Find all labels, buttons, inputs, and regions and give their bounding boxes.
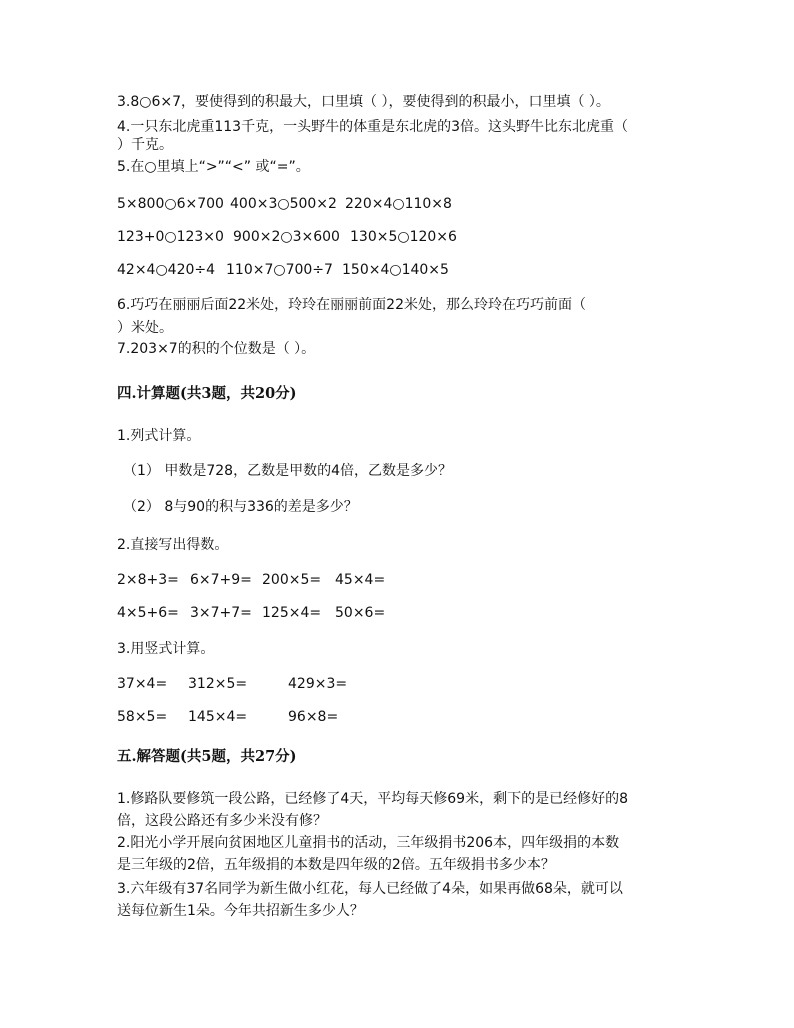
word-problem-3-line1: 3.六年级有37名同学为新生做小红花，每人已经做了4朵，如果再做68朵，就可以 — [117, 881, 623, 897]
oral-calc-item: 2×8+3= — [117, 572, 179, 588]
compare-item: 150×4○140×5 — [342, 262, 449, 278]
question-5-text: 5.在○里填上“>”“<” 或“=”。 — [117, 159, 310, 175]
compare-item: 220×4○110×8 — [345, 196, 452, 212]
oral-calc-item: 50×6= — [335, 605, 386, 621]
calc-question-2: 2.直接写出得数。 — [117, 537, 229, 553]
oral-calc-item: 6×7+9= — [190, 572, 252, 588]
calc-question-1-sub2: （2） 8与90的积与336的差是多少？ — [123, 499, 358, 515]
oral-calc-item: 200×5= — [262, 572, 322, 588]
word-problem-2-line1: 2.阳光小学开展向贫困地区儿童捐书的活动，三年级捐书206本，四年级捐的本数 — [117, 835, 620, 851]
compare-item: 900×2○3×600 — [233, 229, 340, 245]
vertical-calc-item: 37×4= — [117, 676, 168, 692]
oral-calc-item: 3×7+7= — [190, 605, 252, 621]
calc-question-3: 3.用竖式计算。 — [117, 641, 215, 657]
compare-item: 130×5○120×6 — [350, 229, 457, 245]
oral-calc-item: 125×4= — [262, 605, 322, 621]
word-problem-1-line1: 1.修路队要修筑一段公路，已经修了4天，平均每天修69米，剩下的是已经修好的8 — [117, 791, 628, 807]
question-4-text-line1: 4.一只东北虎重113千克，一头野牛的体重是东北虎的3倍。这头野牛比东北虎重（ — [117, 119, 628, 135]
oral-calc-item: 45×4= — [335, 572, 386, 588]
section-4-heading: 四.计算题(共3题，共20分) — [117, 385, 297, 402]
word-problem-2-line2: 是三年级的2倍，五年级捐的本数是四年级的2倍。五年级捐书多少本？ — [117, 857, 555, 873]
question-7-text: 7.203×7的积的个位数是（ ）。 — [117, 341, 316, 357]
question-6-text-line1: 6.巧巧在丽丽后面22米处，玲玲在丽丽前面22米处，那么玲玲在巧巧前面（ — [117, 297, 586, 313]
word-problem-1-line2: 倍，这段公路还有多少米没有修？ — [117, 813, 327, 829]
vertical-calc-item: 145×4= — [188, 709, 248, 725]
compare-item: 42×4○420÷4 — [117, 262, 216, 278]
question-6-text-line2: ）米处。 — [117, 320, 173, 336]
question-4-text-line2: ）千克。 — [117, 137, 173, 153]
word-problem-3-line2: 送每位新生1朵。今年共招新生多少人？ — [117, 903, 364, 919]
vertical-calc-item: 96×8= — [288, 709, 339, 725]
calc-question-1-sub1: （1） 甲数是728，乙数是甲数的4倍，乙数是多少？ — [123, 463, 452, 479]
compare-item: 110×7○700÷7 — [226, 262, 333, 278]
compare-item: 400×3○500×2 — [230, 196, 337, 212]
vertical-calc-item: 312×5= — [188, 676, 248, 692]
compare-item: 123+0○123×0 — [117, 229, 224, 245]
question-3-text: 3.8○6×7，要使得到的积最大，口里填（ ），要使得到的积最小，口里填（ ）。 — [117, 94, 610, 110]
calc-question-1: 1.列式计算。 — [117, 428, 201, 444]
vertical-calc-item: 429×3= — [288, 676, 348, 692]
compare-item: 5×800○6×700 — [117, 196, 224, 212]
section-5-heading: 五.解答题(共5题，共27分) — [117, 748, 297, 765]
oral-calc-item: 4×5+6= — [117, 605, 179, 621]
vertical-calc-item: 58×5= — [117, 709, 168, 725]
